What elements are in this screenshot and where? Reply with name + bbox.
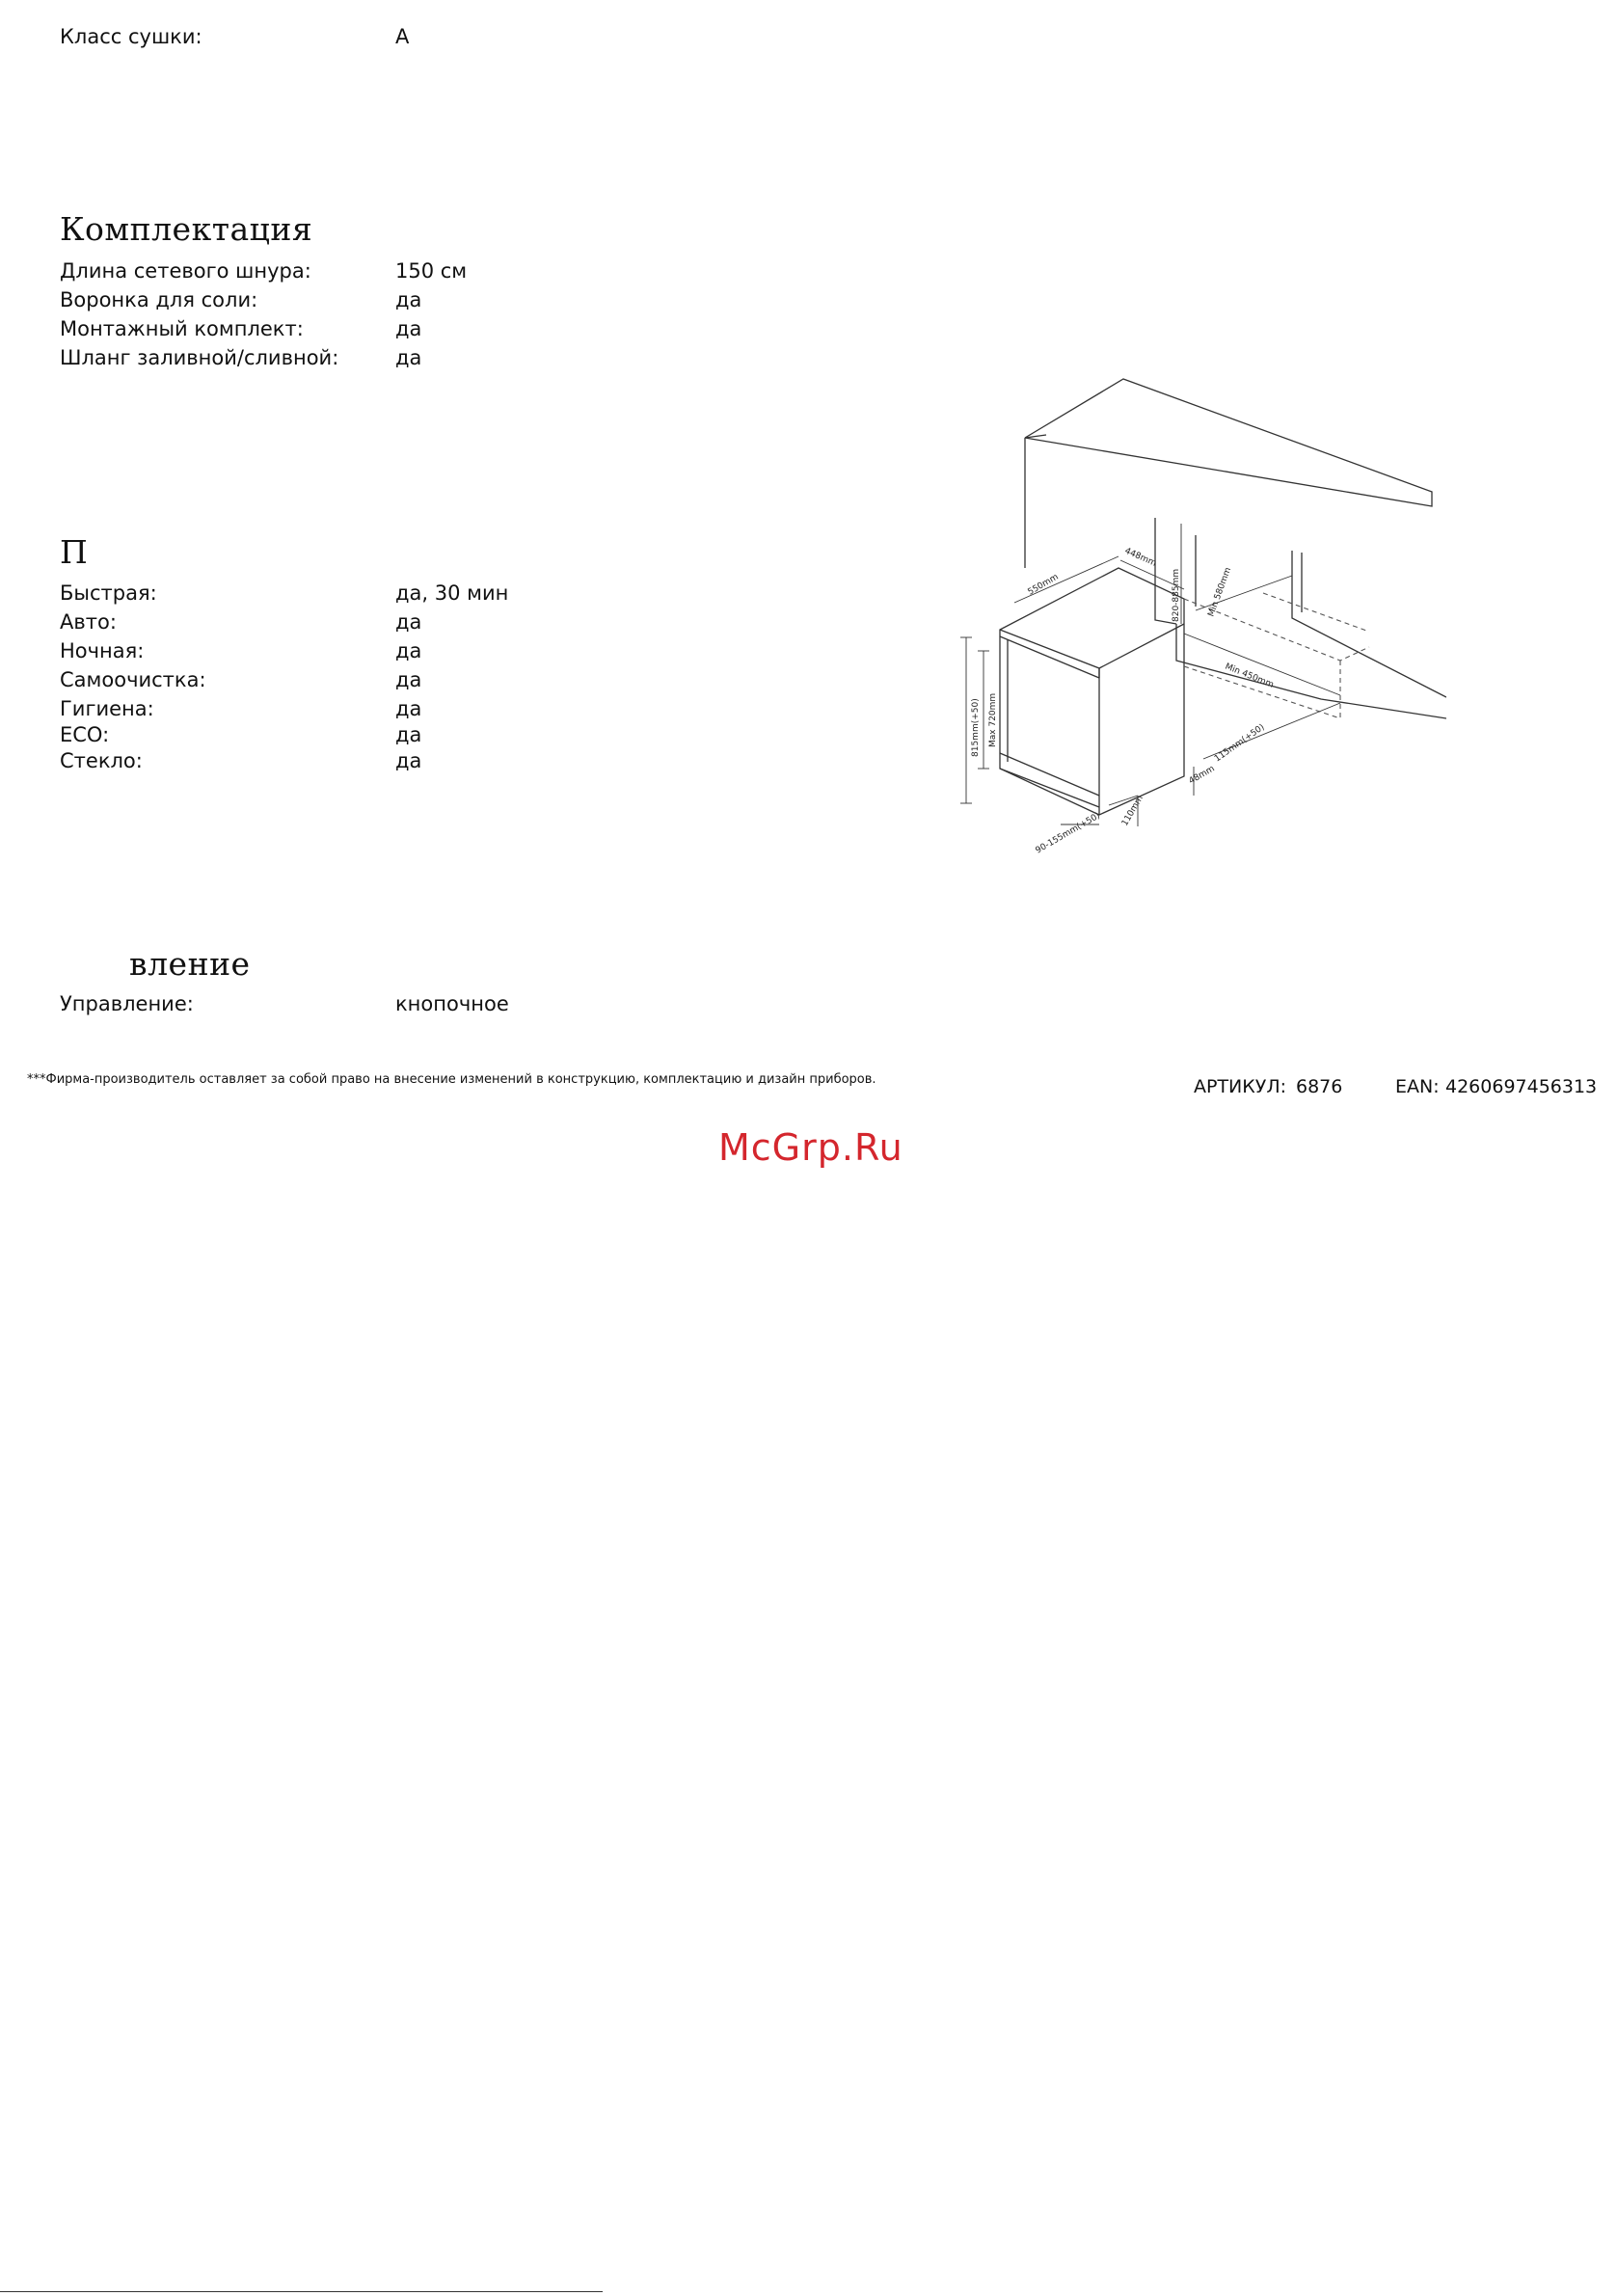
- spec-value: да: [395, 610, 422, 634]
- spec-label: Шланг заливной/сливной:: [60, 346, 339, 369]
- article-value: 6876: [1296, 1076, 1343, 1097]
- spec-label: Самоочистка:: [60, 668, 206, 691]
- spec-label: Авто:: [60, 610, 117, 634]
- spec-value: да: [395, 749, 422, 772]
- dim-448-label: 448mm: [1122, 546, 1158, 569]
- ean-value: 4260697456313: [1445, 1076, 1598, 1097]
- spec-label: Ночная:: [60, 639, 145, 662]
- control-heading: вление: [129, 945, 251, 983]
- spec-value: да: [395, 723, 422, 746]
- spec-label: Длина сетевого шнура:: [60, 259, 311, 283]
- installation-diagram: [955, 371, 1446, 873]
- spec-label: Воронка для соли:: [60, 288, 258, 311]
- drying-class-value: A: [395, 25, 410, 48]
- countertop: [1025, 379, 1432, 506]
- spec-value: да, 30 мин: [395, 581, 509, 605]
- spec-value: да: [395, 288, 422, 311]
- drying-class-label: Класс сушки:: [60, 25, 202, 48]
- spec-label: Управление:: [60, 992, 194, 1015]
- dishwasher-body: [1000, 568, 1184, 815]
- spec-label: Стекло:: [60, 749, 143, 772]
- dim-max720-label: Max 720mm: [988, 692, 998, 747]
- spec-label: ECO:: [60, 723, 110, 746]
- spec-value: кнопочное: [395, 992, 509, 1015]
- spec-label: Гигиена:: [60, 697, 154, 720]
- bottom-divider: [0, 2291, 603, 2292]
- watermark: McGrp.Ru: [718, 1126, 903, 1169]
- dim-min450-label: Min 450mm: [1223, 662, 1276, 690]
- spec-value: да: [395, 317, 422, 340]
- dim-110-label: 110mm: [1119, 794, 1145, 828]
- dim-820-label: 820-885mm: [1172, 568, 1181, 622]
- dim-min580-label: Min 580mm: [1206, 566, 1234, 619]
- equipment-heading: Комплектация: [60, 210, 313, 248]
- ean-label: EAN:: [1395, 1076, 1440, 1097]
- spec-value: да: [395, 639, 422, 662]
- dim-115-label: 115mm(+50): [1212, 722, 1267, 765]
- disclaimer-note: ***Фирма-производитель оставляет за собой право на внесение изменений в конструкцию, комплектацию и дизайн приборов.: [27, 1072, 876, 1087]
- spec-value: да: [395, 697, 422, 720]
- dim-48-label: 48mm: [1187, 764, 1217, 787]
- article-label: АРТИКУЛ:: [1194, 1076, 1287, 1097]
- dim-550-label: 550mm: [1026, 572, 1061, 598]
- programs-heading: П: [60, 533, 89, 571]
- spec-label: Монтажный комплект:: [60, 317, 304, 340]
- dim-815-label: 815mm(+50): [971, 698, 981, 757]
- spec-value: 150 см: [395, 259, 468, 283]
- spec-value: да: [395, 346, 422, 369]
- spec-label: Быстрая:: [60, 581, 157, 605]
- dim-90-label: 90-155mm(+50): [1034, 811, 1102, 856]
- spec-value: да: [395, 668, 422, 691]
